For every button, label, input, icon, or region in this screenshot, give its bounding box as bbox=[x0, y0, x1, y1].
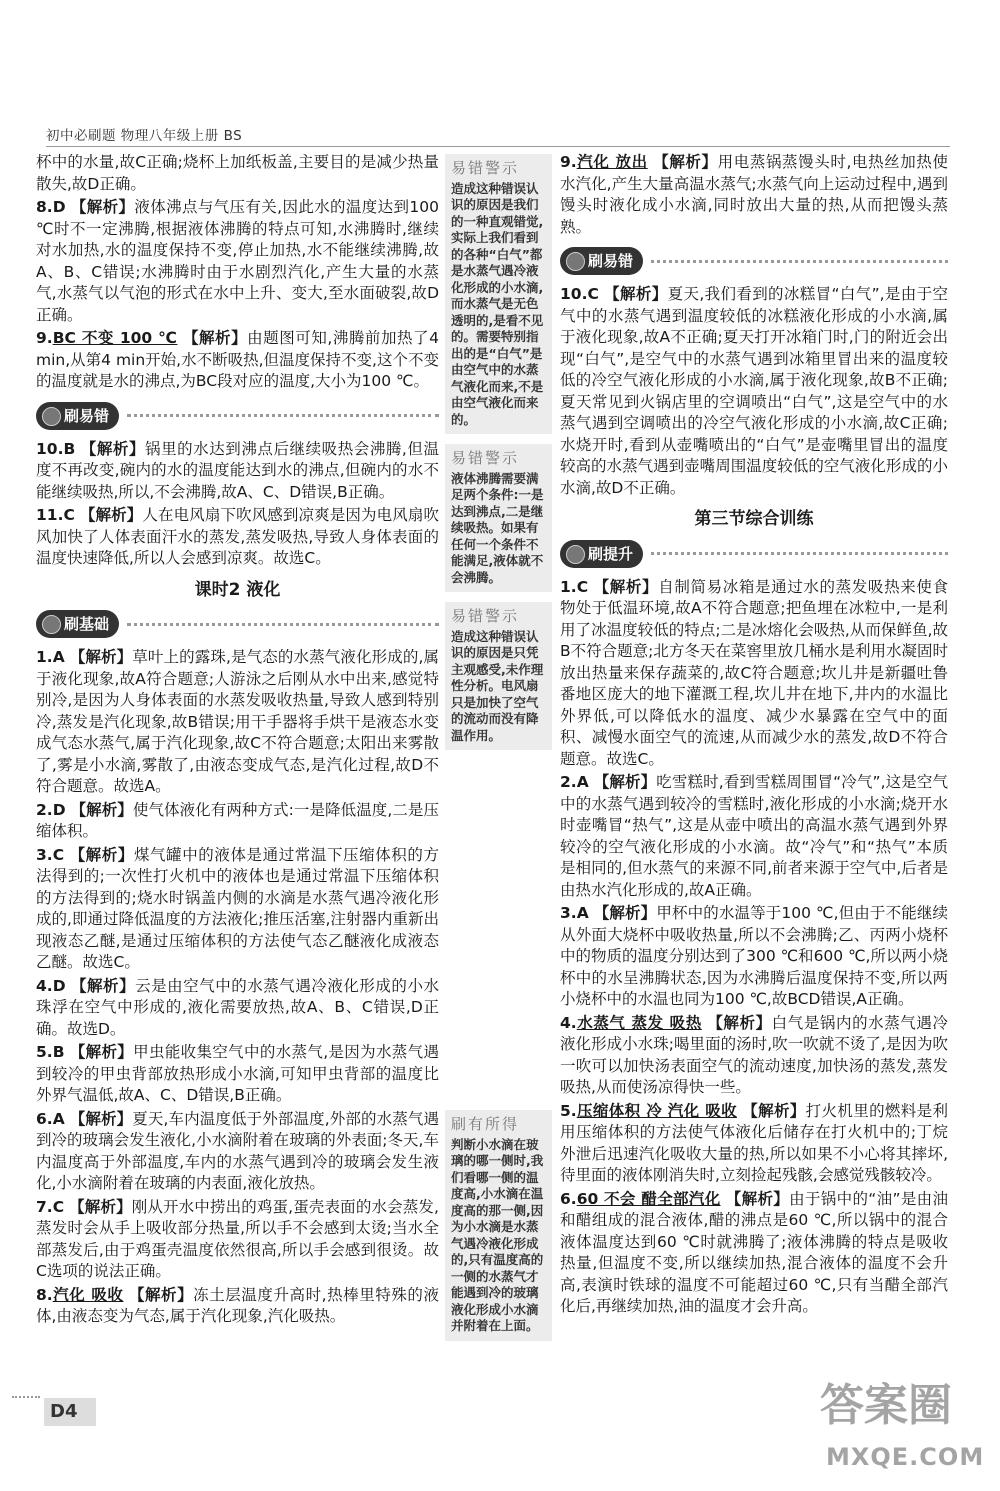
answer-item: 9.BC 不变 100 ℃ 【解析】由题图可知,沸腾前加热了4 min,从第4 min开始,水不断吸热,但温度保持不变,这个不变的温度就是水的沸点,为BC段对应的温度,大小为100 ℃。 bbox=[36, 329, 439, 390]
brush-icon bbox=[566, 252, 585, 271]
intro-text: 杯中的水量,故C正确;烧杯上加纸板盖,主要目的是减少热量散失,故D正确。 bbox=[36, 153, 439, 193]
side-note: 易错警示 液体沸腾需要满足两个条件:一是达到沸点,二是继续吸热。如果有任何一个条件不能满足,液体就不会沸腾。 bbox=[445, 444, 552, 592]
answer-item: 1.C 【解析】自制简易冰箱是通过水的蒸发吸热来使食物处于低温环境,故A不符合题意;把鱼埋在冰粒中,一是利用了冰温度较低的特点;二是冰熔化会吸热,从而保鲜鱼,故B不符合题意;北方冬天在菜窖里放几桶水是利用水凝固时放出热量来保存蔬菜的,故C符合题意;坎儿井是新疆吐鲁番地区庞大的地下灌溉工程,坎儿井在地下,井内的水温比外界低,可以降低水的温度、减少水暴露在空气中的面积、减慢水面空气的流速,从而减少水的蒸发,故D不符合题意。故选C。 bbox=[560, 577, 948, 768]
header-divider bbox=[46, 146, 950, 147]
answer-item: 6.A 【解析】夏天,车内温度低于外部温度,外部的水蒸气遇到冷的玻璃会发生液化,小水滴附着在玻璃的外表面;冬天,车内温度高于外部温度,车内的水蒸气遇到冷的玻璃会发生液化,小水滴附着在玻璃的内表面,液化放热。 bbox=[36, 1109, 439, 1192]
side-note: 易错警示 造成这种错误认识的原因是我们的一种直观错觉,实际上我们看到的各种“白气”都是水蒸气遇冷液化形成的小水滴,而水蒸气是无色透明的,是看不见的。需要特别指出的是“白气”是由空气中的水蒸气液化而来,不是由空气液化而来的。 bbox=[445, 154, 552, 434]
answer-item: 5.压缩体积 冷 汽化 吸收 【解析】打火机里的燃料是利用压缩体积的方法使气体液化后储存在打火机中的;丁烷外泄后迅速汽化吸收大量的热,所以如果不小心将其摔坏,待里面的液体刚消失时,立刻捡起残骸,会感觉残骸较冷。 bbox=[560, 1101, 948, 1184]
watermark-url: MXQE.COM bbox=[826, 1443, 985, 1471]
answer-item: 3.C 【解析】煤气罐中的液体是通过常温下压缩体积的方法得到的;一次性打火机中的液体也是通过常温下压缩体积的方法得到的;烧水时锅盖内侧的水滴是水蒸气遇冷液化形成的,即通过降低温度的方法液化;推压活塞,注射器内重新出现液态乙醚,是通过压缩体积的方法使气态乙醚液化成液态乙醚。故选C。 bbox=[36, 845, 439, 971]
brush-icon bbox=[566, 545, 585, 564]
answer-item: 10.B 【解析】锅里的水达到沸点后继续吸热会沸腾,但温度不再改变,碗内的水的温度能达到水的沸点,但碗内的水不能继续吸热,所以,不会沸腾,故A、C、D错误,B正确。 bbox=[36, 439, 439, 501]
section-banner: 刷基础 bbox=[36, 609, 439, 639]
side-notes-column bbox=[445, 152, 552, 1351]
page-header: 初中必刷题 物理八年级上册 BS bbox=[46, 128, 243, 144]
answer-item: 2.D 【解析】使气体液化有两种方式:一是降低温度,二是压缩体积。 bbox=[36, 800, 439, 840]
answer-item: 11.C 【解析】人在电风扇下吹风感到凉爽是因为电风扇吹风加快了人体表面汗水的蒸发,蒸发吸热,导致人身体表面的温度快速降低,所以人会感到凉爽。故选C。 bbox=[36, 506, 439, 567]
side-note: 刷有所得 判断小水滴在玻璃的哪一侧时,我们看哪一侧的温度高,小水滴在温度高的那一侧,因为小水滴是水蒸气遇冷液化形成的,只有温度高的一侧的水蒸气才能遇到冷的玻璃液化形成小水滴并附着在上面。 bbox=[445, 1110, 552, 1341]
answer-item: 5.B 【解析】甲虫能收集空气中的水蒸气,是因为水蒸气遇到较冷的甲虫背部放热形成小水滴,可知甲虫背部的温度比外界气温低,故A、C、D错误,B正确。 bbox=[36, 1043, 439, 1104]
section-banner: 刷易错 bbox=[36, 401, 439, 431]
answer-item: 6.60 不会 醋全部汽化 【解析】由于锅中的“油”是由油和醋组成的混合液体,醋的沸点是60 ℃,所以锅中的混合液体温度达到60 ℃时就沸腾了;液体沸腾的特点是吸收热量,但温度不变,所以继续加热,混合液体的温度不会升高,表演时铁球的温度不可能超过60 ℃,只有当醋全部汽化后,再继续加热,油的温度才会升高。 bbox=[560, 1189, 948, 1315]
answer-item: 8.D 【解析】液体沸点与气压有关,因此水的温度达到100 ℃时不一定沸腾,根据液体沸腾的特点可知,水沸腾时,继续对水加热,水的温度保持不变,停止加热,水不能继续沸腾,故A、B、C错误;水沸腾时由于水剧烈汽化,产生大量的水蒸气,水蒸气以气泡的形式在水中上升、变大,至水面破裂,故D正确。 bbox=[36, 198, 439, 324]
answer-item: 4.D 【解析】云是由空气中的水蒸气遇冷液化形成的小水珠浮在空气中形成的,液化需要放热,故A、B、C错误,D正确。故选D。 bbox=[36, 976, 439, 1038]
answer-item: 9.汽化 放出 【解析】用电蒸锅蒸馒头时,电热丝加热使水汽化,产生大量高温水蒸气;水蒸气向上运动过程中,遇到馒头时液化成小水滴,同时放出大量的热,从而把馒头蒸熟。 bbox=[560, 153, 948, 236]
right-column bbox=[560, 152, 948, 1320]
brush-icon bbox=[42, 407, 61, 426]
answer-item: 3.A 【解析】甲杯中的水温等于100 ℃,但由于不能继续从外面大烧杯中吸收热量,所以不会沸腾;乙、丙两小烧杯中的物质的温度分别达到了300 ℃和600 ℃,所以两小烧杯中的水呈沸腾状态,因为水沸腾后温度保持不变,所以两小烧杯中的水温也同为100 ℃,故BCD错误,A正确。 bbox=[560, 904, 948, 1008]
answer-item: 8.汽化 吸收 【解析】冻土层温度升高时,热棒里特殊的液体,由液态变为气态,属于汽化现象,汽化吸热。 bbox=[36, 1285, 439, 1325]
lesson-title: 课时2 液化 bbox=[194, 579, 281, 600]
section-banner: 刷易错 bbox=[560, 246, 948, 276]
corner-dots bbox=[12, 1396, 40, 1399]
answer-item: 10.C 【解析】夏天,我们看到的冰糕冒“白气”,是由于空气中的水蒸气遇到温度较低的冰糕液化形成的小水滴,属于液化现象,故A不正确;夏天打开冰箱门时,门的附近会出现“白气”,是空气中的水蒸气遇到冰箱里冒出来的温度较低的冷空气液化形成的小水滴,属于液化现象,故B不正确;夏天常见到火锅店里的空调喷出“白气”,这是空气中的水蒸气遇到空调喷出的冷空气液化形成的小水滴,故C正确;水烧开时,看到从壶嘴喷出的“白气”是壶嘴里冒出的温度较高的水蒸气遇到壶嘴周围温度较低的空气液化形成的小水滴,故D不正确。 bbox=[560, 285, 948, 497]
watermark-logo: 答案圈 bbox=[820, 1380, 952, 1431]
side-note: 易错警示 造成这种错误认识的原因是只凭主观感受,未作理性分析。电风扇只是加快了空气的流动而没有降温作用。 bbox=[445, 602, 552, 750]
answer-item: 7.C 【解析】刚从开水中捞出的鸡蛋,蛋壳表面的水会蒸发,蒸发时会从手上吸收部分热量,所以手不会感到太烫;当水全部蒸发后,由于鸡蛋壳温度依然很高,所以手会感到很烫。故C选项的说法正确。 bbox=[36, 1197, 439, 1280]
answer-item: 4.水蒸气 蒸发 吸热 【解析】白气是锅内的水蒸气遇冷液化形成小水珠;喝里面的汤时,吹一吹就不烫了,是因为吹一吹可以加快汤表面空气的流动速度,加快汤的蒸发,蒸发吸热,从而使汤凉得快一些。 bbox=[560, 1013, 948, 1096]
page-number: D4 bbox=[44, 1398, 96, 1426]
answer-item: 2.A 【解析】吃雪糕时,看到雪糕周围冒“冷气”,这是空气中的水蒸气遇到较冷的雪糕时,液化形成的小水滴;烧开水时壶嘴冒“热气”,这是从壶中喷出的高温水蒸气遇到外界较冷的空气液化形成的小水滴。故“冷气”和“热气”本质是相同的,但水蒸气的来源不同,前者来源于空气中,后者是由热水汽化形成的,故A正确。 bbox=[560, 773, 948, 899]
section-banner: 刷提升 bbox=[560, 539, 948, 569]
brush-icon bbox=[42, 615, 61, 634]
left-column bbox=[36, 152, 439, 1330]
answer-item: 1.A 【解析】草叶上的露珠,是气态的水蒸气液化形成的,属于液化现象,故A符合题意;人游泳之后刚从水中出来,感觉特别冷,是因为人身体表面的水蒸发吸收热量,导致人感到特别冷,蒸发是汽化现象,故B错误;用干手器将手烘干是液态水变成气态水蒸气,属于汽化现象,故C不符合题意;太阳出来雾散了,雾是小水滴,雾散了,由液态变成气态,是汽化过程,故D不符合题意。故选A。 bbox=[36, 648, 439, 795]
section-title: 第三节综合训练 bbox=[694, 509, 814, 529]
